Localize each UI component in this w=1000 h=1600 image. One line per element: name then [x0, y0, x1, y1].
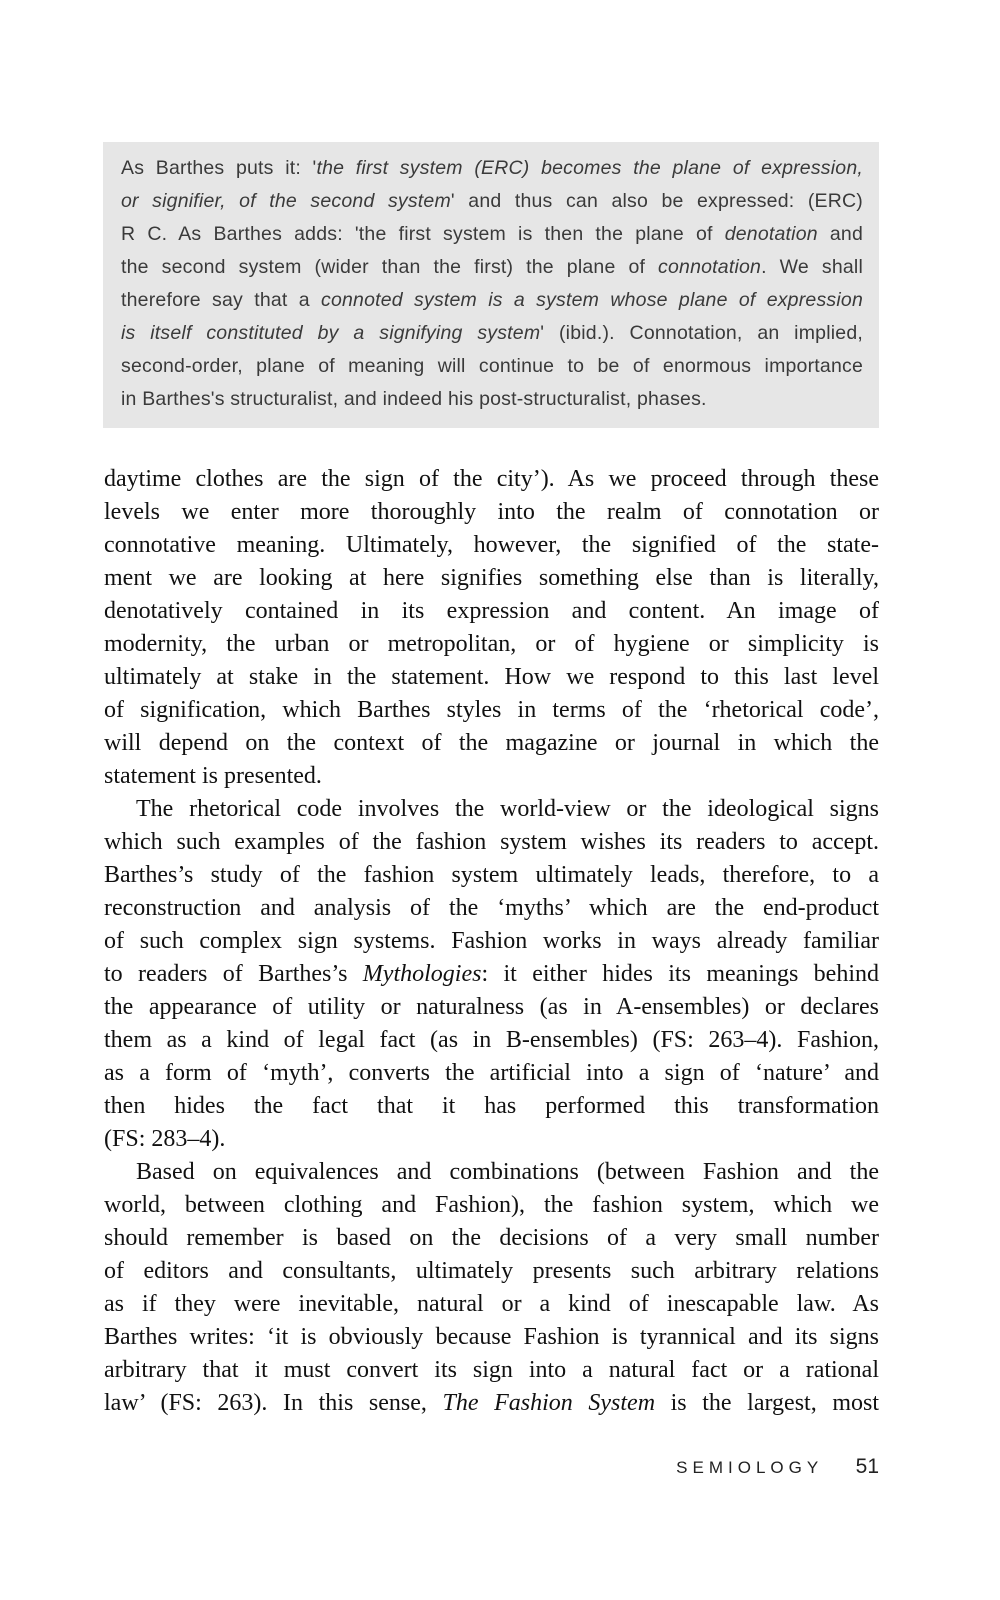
text-line: [121, 218, 863, 251]
text-run: ment we are looking at here signifies something else than is literally,: [104, 565, 879, 591]
text-line: [121, 251, 863, 284]
text-line: [104, 1156, 879, 1189]
text-line: [104, 760, 879, 793]
text-line: [104, 1090, 879, 1123]
text-run: connotative meaning. Ultimately, however, the signified of the state-: [104, 532, 879, 558]
text-line: [104, 727, 879, 760]
text-run: second-order, plane of meaning will continue to be of enormous importance: [121, 355, 863, 377]
text-run: then hides the fact that it has performed this transformation: [104, 1093, 879, 1119]
text-run: . We shall: [761, 256, 863, 278]
text-line: [104, 694, 879, 727]
text-line: [104, 628, 879, 661]
text-run: modernity, the urban or metropolitan, or of hygiene or simplicity is: [104, 631, 879, 657]
text-run: As Barthes puts it: ': [121, 157, 317, 179]
text-line: [104, 1288, 879, 1321]
text-run: to readers of Barthes’s: [104, 961, 363, 987]
text-run: and: [817, 223, 863, 245]
text-run: (FS: 283–4).: [104, 1126, 226, 1152]
text-run: of signification, which Barthes styles in terms of the ‘rhetorical code’,: [104, 697, 879, 723]
text-line: [104, 529, 879, 562]
text-line: [121, 317, 863, 350]
text-line: [104, 1222, 879, 1255]
text-run: world, between clothing and Fashion), the fashion system, which we: [104, 1192, 879, 1218]
text-line: [121, 284, 863, 317]
text-run: denotatively contained in its expression and content. An image of: [104, 598, 879, 624]
text-line: [104, 859, 879, 892]
text-run: : it either hides its meanings behind: [481, 961, 879, 987]
text-run: in Barthes's structuralist, and indeed his post-structuralist, phases.: [121, 388, 707, 410]
text-line: [121, 350, 863, 383]
text-run: as a form of ‘myth’, converts the artificial into a sign of ‘nature’ and: [104, 1060, 879, 1086]
italic-text: connotation: [658, 256, 762, 278]
text-run: reconstruction and analysis of the ‘myths’ which are the end-product: [104, 895, 879, 921]
text-run: the appearance of utility or naturalness (as in A-ensembles) or declares: [104, 994, 879, 1020]
text-run: therefore say that a: [121, 289, 321, 311]
text-run: ' (ibid.). Connotation, an implied,: [540, 322, 863, 344]
text-run: law’ (FS: 263). In this sense,: [104, 1390, 443, 1416]
text-line: [104, 661, 879, 694]
text-line: [121, 185, 863, 218]
text-line: [104, 958, 879, 991]
text-line: [121, 152, 863, 185]
text-run: daytime clothes are the sign of the city’). As we proceed through these: [104, 466, 879, 492]
text-run: is the largest, most: [655, 1390, 879, 1416]
text-run: Based on equivalences and combinations (between Fashion and the: [136, 1159, 879, 1185]
text-run: as if they were inevitable, natural or a kind of inescapable law. As: [104, 1291, 879, 1317]
italic-text: connoted system is a system whose plane of expression: [321, 289, 863, 311]
italic-text: the first system (ERC) becomes the plane of expression,: [316, 157, 863, 179]
boxed-note-text: [121, 152, 863, 416]
text-line: [104, 496, 879, 529]
text-run: of such complex sign systems. Fashion works in ways already familiar: [104, 928, 879, 954]
text-line: [104, 1024, 879, 1057]
text-run: which such examples of the fashion system wishes its readers to accept.: [104, 829, 879, 855]
text-run: will depend on the context of the magazine or journal in which the: [104, 730, 879, 756]
italic-text: Mythologies: [362, 961, 482, 987]
italic-text: is itself constituted by a signifying system: [121, 322, 541, 344]
text-line: [104, 1057, 879, 1090]
text-line: [104, 562, 879, 595]
text-run: them as a kind of legal fact (as in B-ensembles) (FS: 263–4). Fashion,: [104, 1027, 879, 1053]
text-line: [104, 793, 879, 826]
text-line: [104, 925, 879, 958]
running-head: SEMIOLOGY: [676, 1458, 824, 1477]
text-run: should remember is based on the decisions of a very small number: [104, 1225, 879, 1251]
page-number: 51: [855, 1455, 879, 1478]
body-text: [104, 463, 879, 1420]
page-footer: [676, 1455, 879, 1479]
text-line: [104, 595, 879, 628]
italic-text: The Fashion System: [442, 1390, 656, 1416]
text-line: [104, 463, 879, 496]
text-run: R C. As Barthes adds: 'the first system is then the plane of: [121, 223, 725, 245]
text-run: arbitrary that it must convert its sign into a natural fact or a rational: [104, 1357, 879, 1383]
text-line: [104, 1387, 879, 1420]
italic-text: denotation: [724, 223, 818, 245]
text-run: of editors and consultants, ultimately presents such arbitrary relations: [104, 1258, 879, 1284]
text-line: [104, 1321, 879, 1354]
text-run: Barthes’s study of the fashion system ultimately leads, therefore, to a: [104, 862, 879, 888]
text-line: [104, 892, 879, 925]
text-line: [104, 1189, 879, 1222]
text-line: [104, 991, 879, 1024]
text-run: The rhetorical code involves the world-view or the ideological signs: [136, 796, 879, 822]
text-run: ultimately at stake in the statement. How we respond to this last level: [104, 664, 879, 690]
text-line: [104, 826, 879, 859]
text-line: [104, 1255, 879, 1288]
text-run: Barthes writes: ‘it is obviously because Fashion is tyrannical and its signs: [104, 1324, 879, 1350]
text-line: [104, 1123, 879, 1156]
text-run: the second system (wider than the first) the plane of: [121, 256, 659, 278]
text-line: [104, 1354, 879, 1387]
text-run: ' and thus can also be expressed: (ERC): [450, 190, 863, 212]
text-line: [121, 383, 863, 416]
text-run: levels we enter more thoroughly into the realm of connotation or: [104, 499, 879, 525]
boxed-note: [103, 142, 879, 428]
italic-text: or signifier, of the second system: [121, 190, 451, 212]
text-run: statement is presented.: [104, 763, 322, 789]
